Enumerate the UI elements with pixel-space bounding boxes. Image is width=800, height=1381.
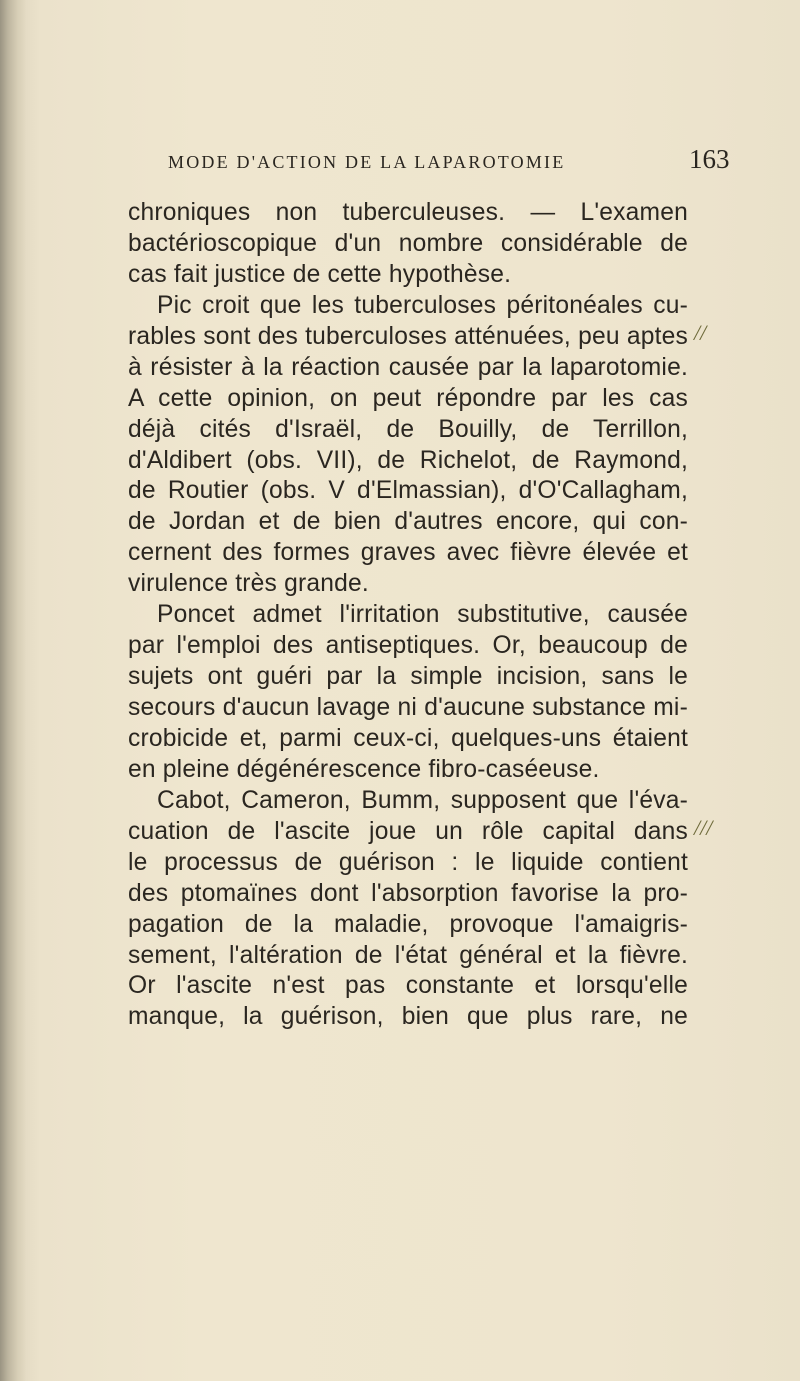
text-line: pagation de la maladie, provoque l'amaigris- [128,910,688,938]
text-line: bactérioscopique d'un nombre considérable de [128,229,688,257]
margin-pencil-mark: // [694,320,707,345]
running-title: MODE D'ACTION DE LA LAPAROTOMIE [168,152,566,172]
body-text [128,198,688,1033]
text-line: cas fait justice de cette hypothèse. [128,260,512,288]
text-line: par l'emploi des antiseptiques. Or, beaucoup de [128,632,688,660]
text-line: des ptomaïnes dont l'absorption favorise la pro- [128,879,688,907]
text-line: sujets ont guéri par la simple incision, sans le [128,663,688,691]
text-line: cernent des formes graves avec fièvre élevée et [128,539,688,567]
page-header [0,144,800,190]
text-line: Or l'ascite n'est pas constante et lorsqu'elle [128,972,688,1000]
page-number: 163 [689,144,730,174]
text-line: rables sont des tuberculoses atténuées, peu aptes [128,322,688,350]
text-line: de Routier (obs. V d'Elmassian), d'O'Callagham, [128,477,688,505]
text-line: manque, la guérison, bien que plus rare, ne [128,1003,688,1031]
text-line: le processus de guérison : le liquide contient [128,848,688,876]
text-line: Cabot, Cameron, Bumm, supposent que l'éva- [157,786,688,814]
text-line: de Jordan et de bien d'autres encore, qui con- [128,508,688,536]
text-line: déjà cités d'Israël, de Bouilly, de Terrillon, [128,415,688,443]
text-line: en pleine dégénérescence fibro-caséeuse. [128,755,600,783]
text-line: d'Aldibert (obs. VII), de Richelot, de Raymond, [128,446,688,474]
text-line: sement, l'altération de l'état général et la fièvre. [128,941,688,969]
text-line: virulence très grande. [128,570,369,598]
text-line: crobicide et, parmi ceux-ci, quelques-uns étaient [128,724,688,752]
text-line: chroniques non tuberculeuses. — L'examen [128,199,688,226]
text-line: Poncet admet l'irritation substitutive, causée [157,601,688,629]
page-binding-shadow [0,0,26,1381]
text-line: Pic croit que les tuberculoses péritonéales cu- [157,291,688,319]
text-line: à résister à la réaction causée par la laparotomie. [128,353,688,381]
text-line: secours d'aucun lavage ni d'aucune substance mi- [128,694,688,721]
text-line: cuation de l'ascite joue un rôle capital dans [128,817,688,845]
text-line: A cette opinion, on peut répondre par les cas [128,384,688,412]
margin-pencil-mark: /// [694,815,713,840]
